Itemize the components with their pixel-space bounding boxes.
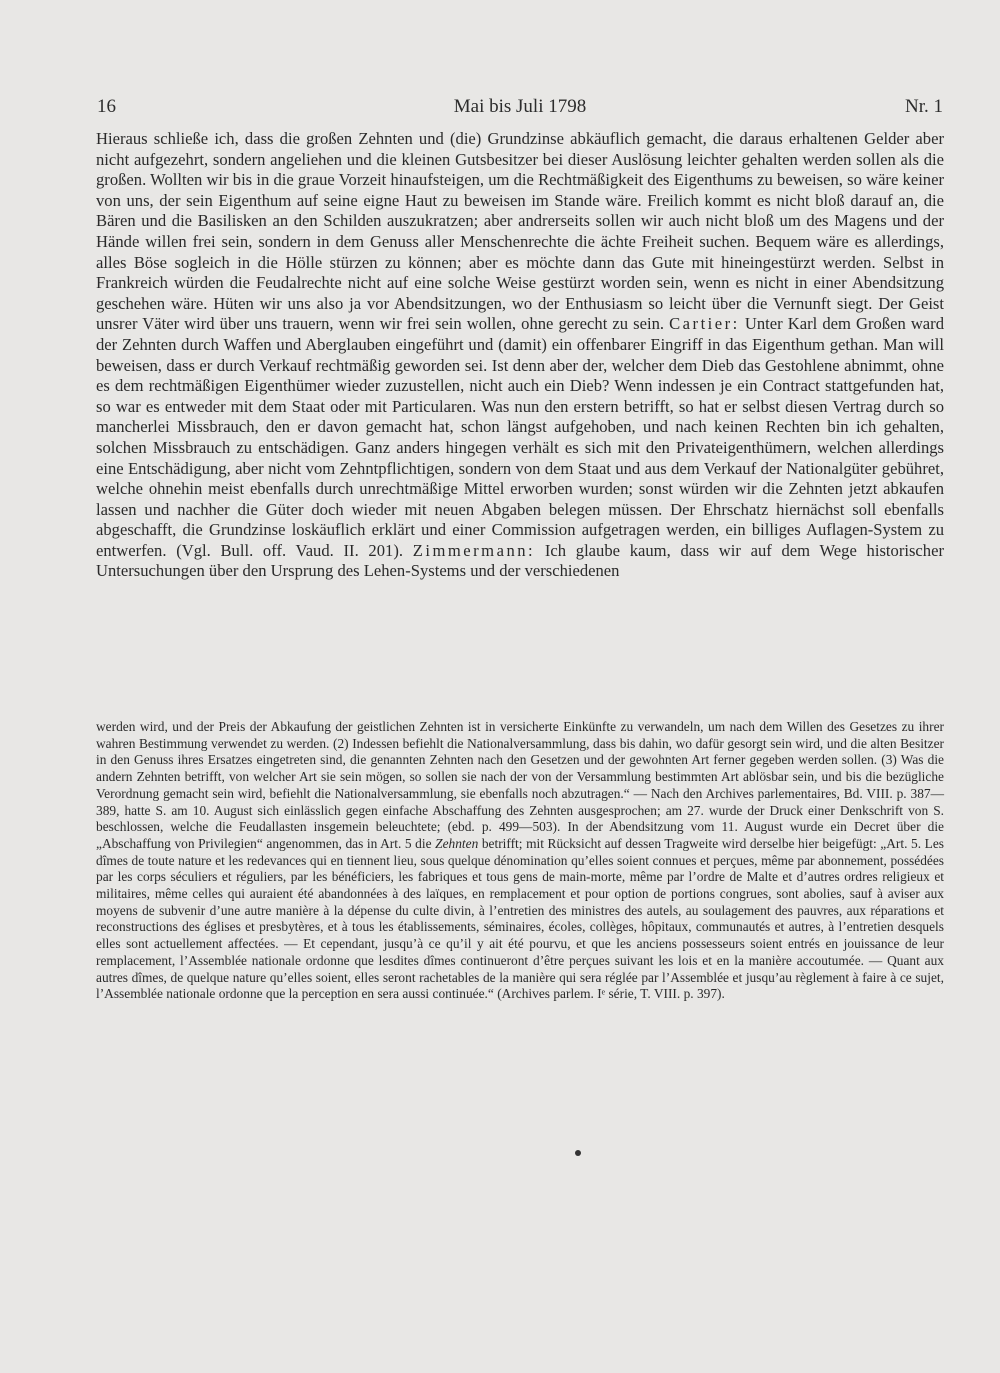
speaker-cartier: Cartier: — [669, 314, 740, 334]
footnote-part-1: werden wird, und der Preis der Abkaufung der geistlichen Zehnten ist in versicherte Einkünfte zu verwandeln, um nach dem Willen des Gesetzes zu ihrer wahren Bestimmung verwendet zu werden. (2) Indessen befiehlt die Nationalversammlung, dass bis dahin, wo dafür gesorgt sein wird, und die alten Besitzer in den Genuss ihres Ersatzes eingetreten sind, die genannten Zehnten nach den Gesetzen und der gewohnten Art ferner gegeben werden sollen. (3) Was die andern Zehnten betrifft, von welcher Art sie sein mögen, so sollen sie nach der von der Versammlung bestimmten Art ablösbar sein, und bis die bezügliche Verordnung gemacht sein wird, befiehlt die Nationalversammlung, sie ebenfalls noch abzutragen.“ — Nach den Archives parlementaires, Bd. VIII. p. 387—389, hatte S. am 10. August sich einlässlich gegen einfache Abschaffung des Zehnten ausgesprochen; am 27. wurde der Druck einer Denkschrift von S. beschlossen, welche die Feudallasten insgemein beleuchtete; (ebd. p. 499—503). In der Abendsitzung vom 11. August wurde ein Decret über die „Abschaffung von Privilegien“ angenommen, das in Art. 5 die — [96, 719, 944, 851]
footnote-part-2: betrifft; mit Rücksicht auf dessen Tragweite wird derselbe hier beigefügt: „Art. 5. Les dîmes de toute nature et les redevances qui en tiennent lieu, sous quelque dénomination qu’elles soient connues et perçues, même par abonnement, possédées par les corps séculiers et réguliers, par les bénéficiers, les fabriques et tous gens de main-morte, même par l’ordre de Malte et d’autres ordres religieux et militaires, même celles qui auraient été abandonnées à des laïques, en remplacement et pour option de portions congrues, sont abolies, sauf à aviser aux moyens de subvenir d’une autre manière à la dépense du culte divin, à l’entretien des ministres des autels, au soulagement des pauvres, aux réparations et reconstructions des églises et presbytères, et à tous les établissements, séminaires, écoles, collèges, hôpitaux, communautés et autres, à l’entretien desquels elles sont actuellement affectées. — Et cependant, jusqu’à ce qu’il y ait été pourvu, et que les anciens possesseurs soient entrés en jouissance de leur remplacement, l’Assemblée nationale ordonne que lesdites dîmes continueront d’être perçues suivant les lois et en la manière accoutumée. — Quant aux autres dîmes, de quelque nature qu’elles soient, elles seront rachetables de la manière qui sera réglée par l’Assemblée et jusqu’au règlement à faire à ce sujet, l’Assemblée nationale ordonne que la perception en sera aussi continuée.“ (Archives parlem. Iᵉ série, T. VIII. p. 397). — [96, 835, 944, 1002]
paragraph-2: Unter Karl dem Großen ward der Zehnten durch Waffen und Aberglauben eingeführt und (damit) ein offenbarer Eingriff in das Eigenthum gethan. Man will beweisen, dass er durch Verkauf rechtmäßig geworden sei. Ist denn aber der, welcher dem Dieb das Gestohlene abnimmt, ohne es dem rechtmäßigen Eigenthümer wieder zuzustellen, nicht auch ein Dieb? Wenn indessen je ein Contract stattgefunden hat, so war es entweder mit dem Staat oder mit Particularen. Was nun den erstern betrifft, so hat er selbst diesen Vertrag durch so mancherlei Missbrauch, den er davon gemacht hat, schon längst aufgehoben, und nach keinen Rechten bin ich gehalten, solchen Missbrauch zu entschädigen. Ganz anders hingegen verhält es sich mit den Privateigenthümern, welchen allerdings eine Entschädigung, aber nicht vom Zehntpflichtigen, sondern von dem Staat und aus dem Verkauf der Nationalgüter gebühret, welche ohnehin meist ebenfalls durch unrechtmäßige Mittel erworben wurden; sonst würden wir die Zehnten jetzt abkaufen lassen und nachher die Güter doch wieder mit neuen Abgaben belegen müssen. Der Ehrschatz hiernächst soll ebenfalls abgeschafft, die Grundzinse loskäuflich erklärt und einer Commission aufgetragen werden, ein billiges Auflagen-System zu entwerfen. (Vgl. Bull. off. Vaud. II. 201). — [96, 314, 944, 560]
footnote — [96, 719, 944, 1003]
main-text — [96, 129, 944, 582]
issue-number: Nr. 1 — [905, 96, 943, 117]
stray-dot-mark — [575, 1150, 581, 1156]
page-number: 16 — [97, 96, 116, 117]
paragraph-1: Hieraus schließe ich, dass die großen Zehnten und (die) Grundzinse abkäuflich gemacht, die daraus erhaltenen Gelder aber nicht aufgezehrt, sondern angeliehen und die kleinen Gutsbesitzer bei dieser Auslösung leichter gehalten werden sollen als die großen. Wollten wir bis in die graue Vorzeit hinaufsteigen, um die Rechtmäßigkeit des Eigenthums zu beweisen, so wäre keiner von uns, der sein Eigenthum auf seine eigne Haut zu beweisen im Stande wäre. Freilich kommt es nicht bloß darauf an, die Bären und die Basilisken an den Schilden auszukratzen; aber andrerseits sollen wir auch nicht bloß um des Magens und der Hände willen frei sein, sondern in dem Genuss aller Menschenrechte die ächte Freiheit suchen. Bequem wäre es allerdings, alles Böse sogleich in die Hölle stürzen zu können; aber es möchte dann das Gute mit hineingestürzt werden. Selbst in Frankreich würden die Feudalrechte nicht auf eine solche Weise gestürzt worden sein, wenn es nicht in einer Abendsitzung geschehen wäre. Hüten wir uns also ja vor Abendsitzungen, wo der Enthusiasm so leicht über die Vernunft siegt. Der Geist unsrer Väter wird über uns trauern, wenn wir frei sein wollen, ohne gerecht zu sein. — [96, 129, 944, 334]
speaker-zimmermann: Zimmermann: — [412, 540, 536, 560]
page-header — [97, 96, 943, 124]
running-title: Mai bis Juli 1798 — [453, 96, 587, 117]
footnote-italic-term: Zehnten — [435, 835, 479, 851]
paragraph-3: Ich glaube kaum, dass wir auf dem Wege historischer Untersuchungen über den Ursprung des Lehen-Systems und der verschiedenen — [96, 540, 944, 581]
